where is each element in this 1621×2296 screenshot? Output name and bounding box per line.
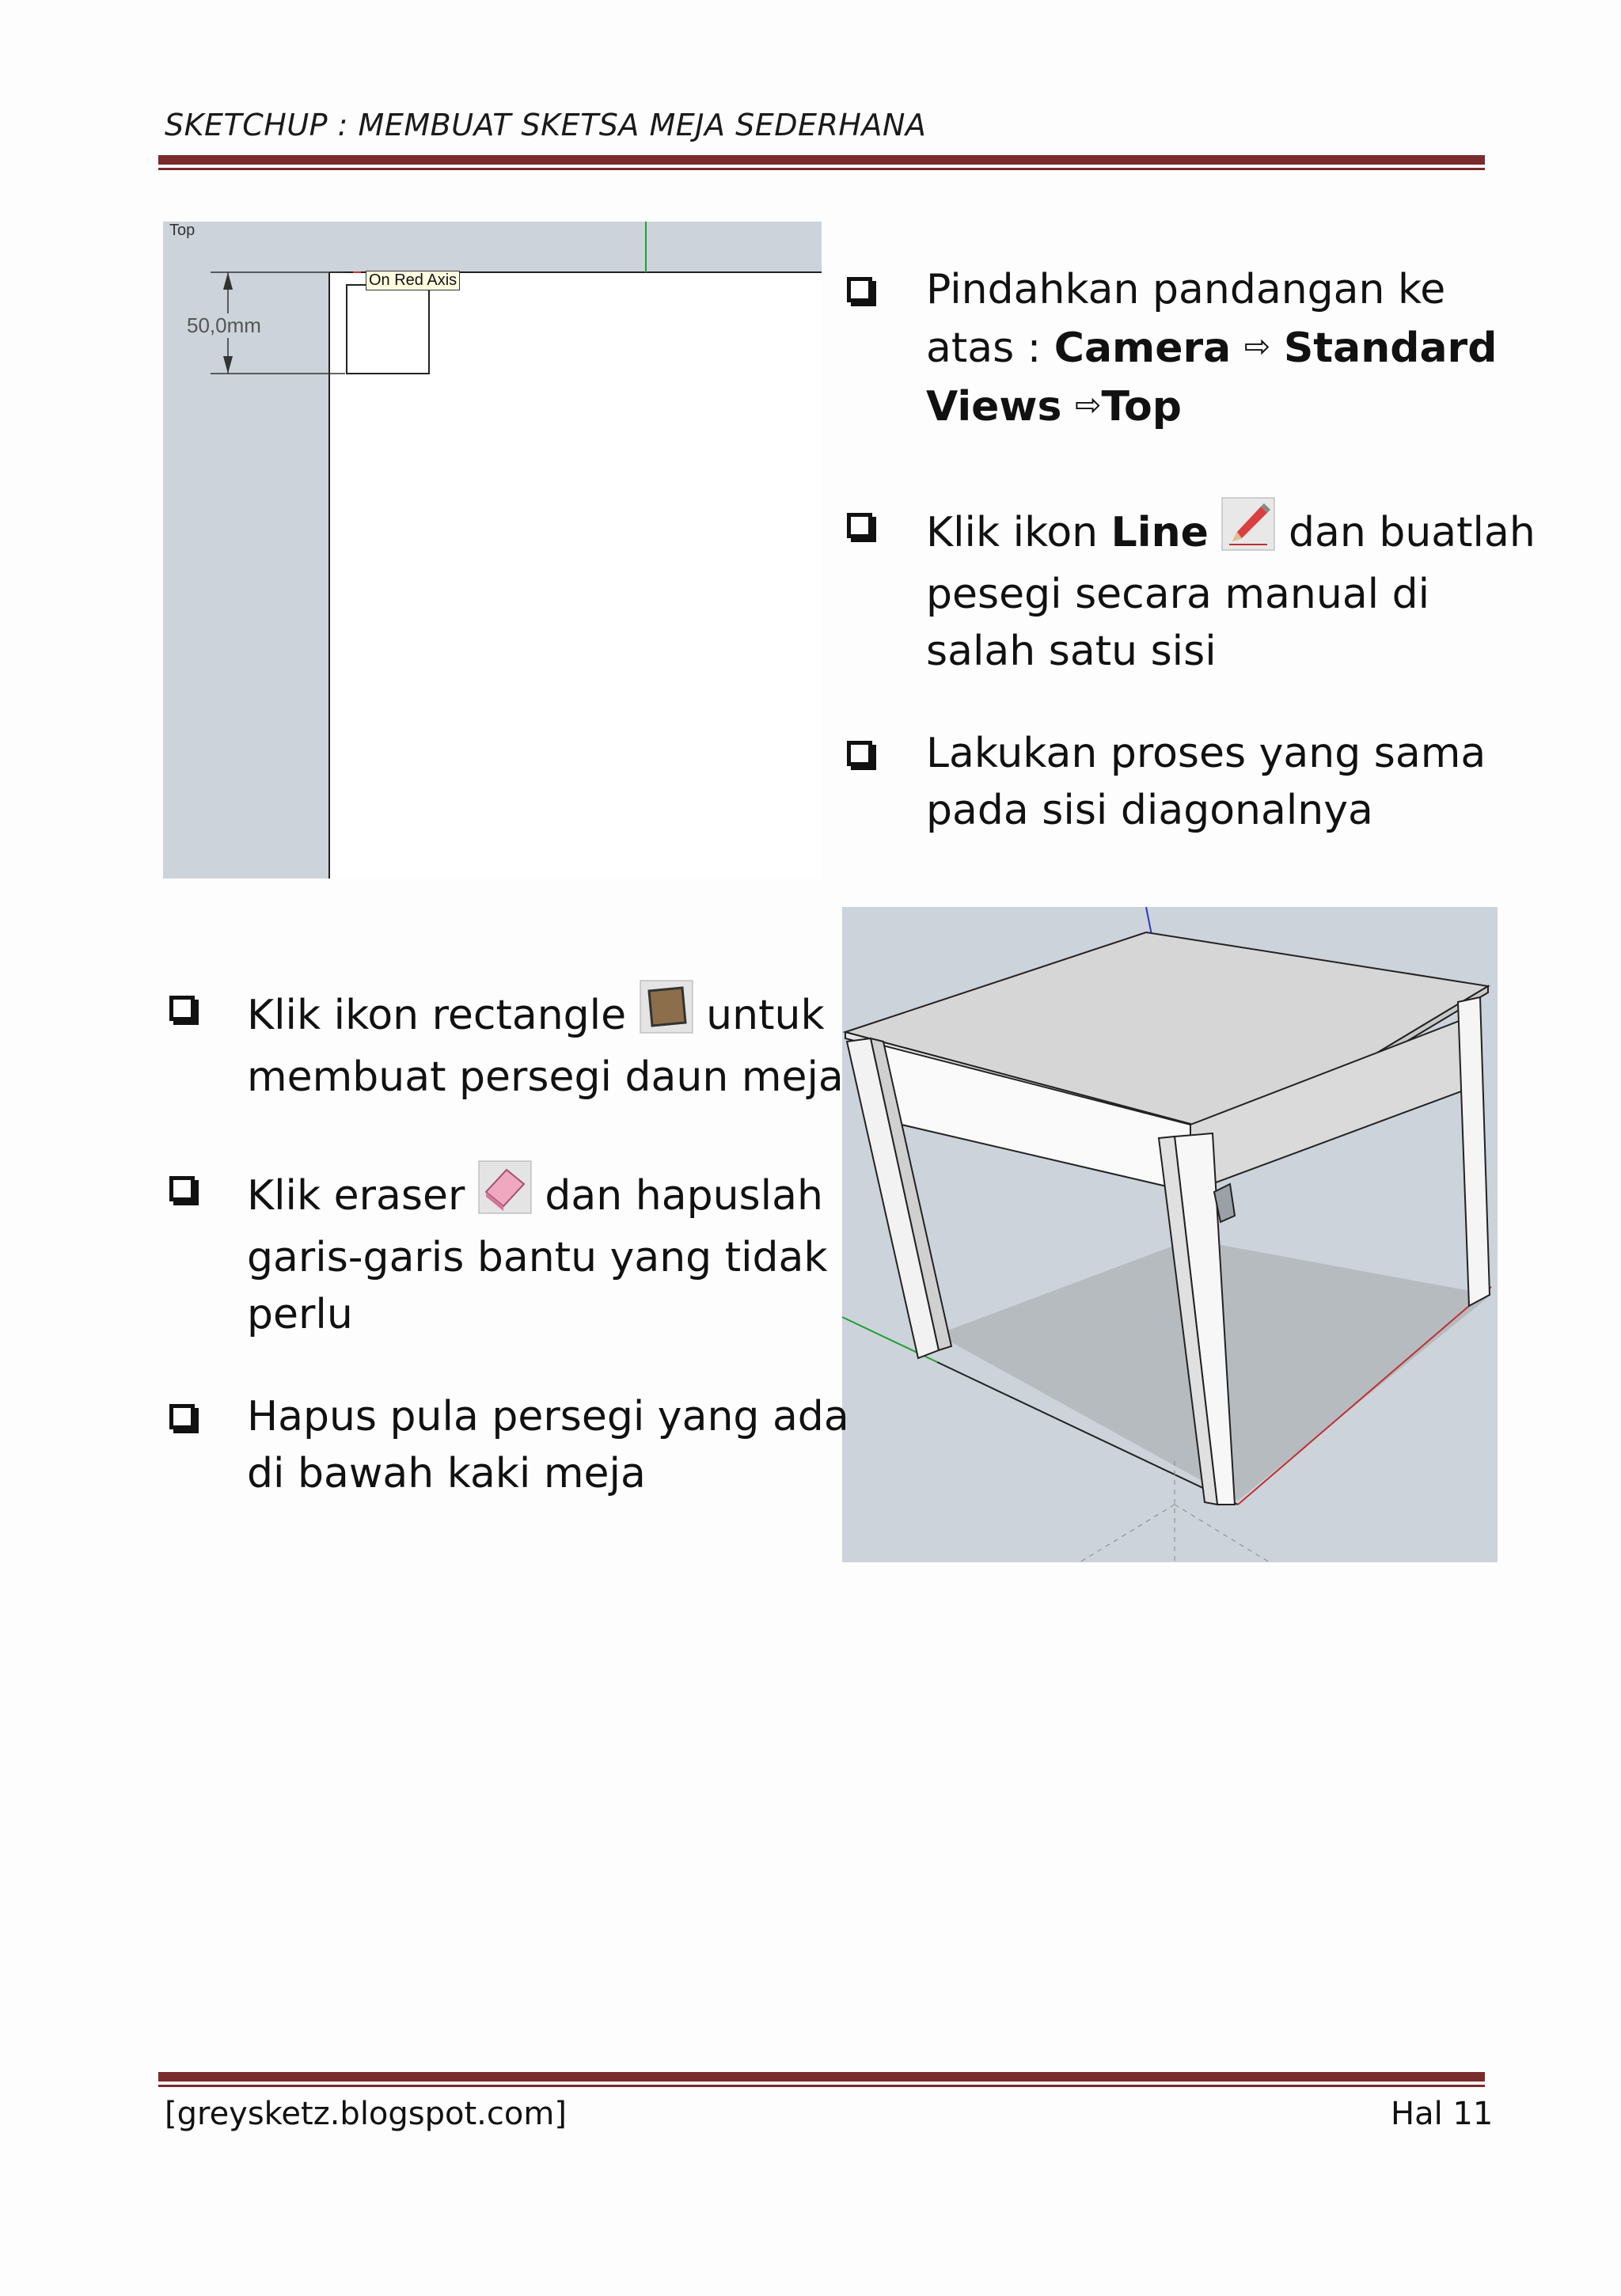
footer-rule-thin (158, 2085, 1485, 2087)
top-view-drawing (163, 222, 822, 879)
bullet-line: Lakukan proses yang sama (926, 730, 1486, 777)
bullet-text (926, 725, 1512, 839)
checkbox-icon (847, 741, 872, 766)
pencil-icon (1221, 497, 1275, 566)
axis-tooltip: On Red Axis (366, 271, 460, 290)
top-view-screenshot (163, 222, 822, 879)
bullet-line: Klik ikon rectangle untuk (247, 980, 880, 1049)
checkbox-icon (169, 1404, 195, 1429)
bullet-line: Hapus pula persegi yang ada (247, 1393, 849, 1440)
table-3d-drawing (842, 907, 1498, 1562)
arrow-right-icon: ⇨ (1074, 387, 1102, 423)
dimension-label: 50,0mm (187, 313, 261, 337)
view-label: Top (169, 222, 196, 239)
rectangle-icon (640, 980, 693, 1049)
checkbox-icon (847, 277, 872, 302)
bullet-line: Klik ikon Line dan buatlah (926, 497, 1528, 566)
bullet-line: atas : Camera ⇨ Standard (926, 324, 1498, 372)
bullet-line: Klik eraser dan hapuslah (247, 1160, 880, 1229)
bullet-line: perlu (247, 1291, 353, 1338)
bullet-line: pada sisi diagonalnya (926, 787, 1373, 834)
bullet-line: Pindahkan pandangan ke (926, 266, 1446, 313)
bullet-text (247, 980, 880, 1106)
bullet-line: pesegi secara manual di (926, 571, 1430, 618)
checkbox-icon (169, 1176, 195, 1201)
header-rule-thick (158, 155, 1485, 165)
page-number: Hal 11 (1391, 2096, 1494, 2132)
footer-source: [greysketz.blogspot.com] (165, 2096, 567, 2132)
bullet-text (926, 261, 1512, 435)
checkbox-icon (169, 996, 195, 1021)
header-rule-thin (158, 168, 1485, 170)
checkbox-icon (847, 513, 872, 538)
table-3d-screenshot (842, 907, 1498, 1562)
eraser-icon (478, 1160, 532, 1229)
bullet-line: Views ⇨Top (926, 383, 1182, 431)
page-header-title: SKETCHUP : MEMBUAT SKETSA MEJA SEDERHANA (165, 108, 927, 142)
bullet-text (926, 497, 1536, 680)
bullet-text (247, 1160, 880, 1343)
arrow-right-icon: ⇨ (1243, 328, 1271, 365)
footer-rule-thick (158, 2072, 1485, 2082)
bullet-text (247, 1388, 880, 1502)
bullet-line: garis-garis bantu yang tidak (247, 1234, 828, 1281)
bullet-line: salah satu sisi (926, 628, 1217, 675)
bullet-line: membuat persegi daun meja (247, 1053, 844, 1101)
bullet-line: di bawah kaki meja (247, 1450, 646, 1497)
